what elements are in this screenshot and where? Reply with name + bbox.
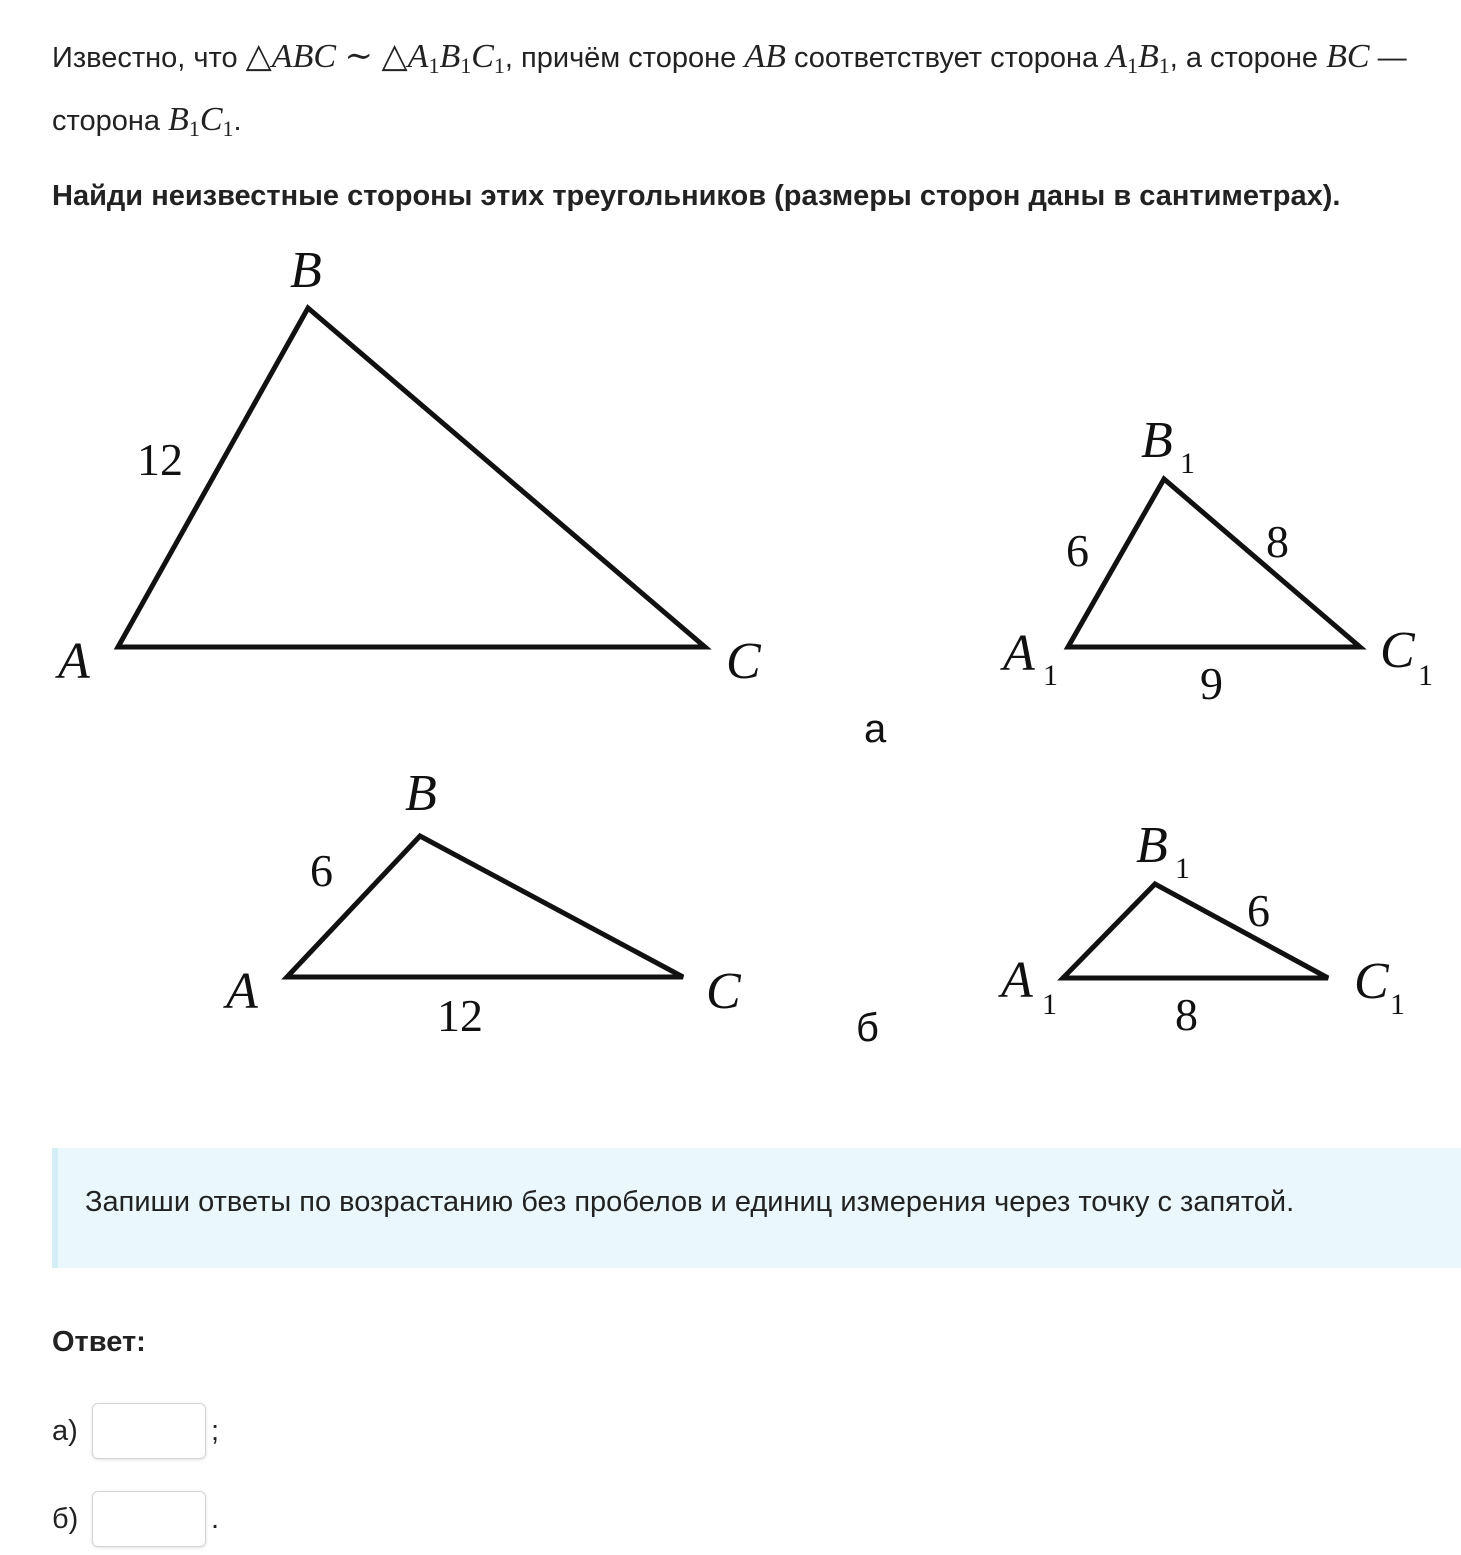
vertex-c1-subscript: 1 bbox=[1390, 988, 1405, 1021]
side-a1c1-length: 8 bbox=[1175, 989, 1198, 1040]
vertex-c1-label: C bbox=[1354, 953, 1389, 1010]
triangle-a1b1c1-a bbox=[1068, 479, 1360, 647]
vertex-b-label: B bbox=[290, 242, 322, 299]
answer-row-a bbox=[52, 1401, 219, 1461]
answer-title: Ответ: bbox=[52, 1326, 146, 1358]
answer-a-prefix: а) bbox=[52, 1414, 78, 1447]
answer-row-b bbox=[52, 1489, 219, 1549]
vertex-a1-label: A bbox=[1001, 952, 1033, 1009]
side-a1b1-length: 6 bbox=[1066, 525, 1089, 576]
vertex-a1-label: A bbox=[1003, 625, 1035, 682]
vertex-c1-label: C bbox=[1380, 622, 1415, 679]
vertex-c-label: C bbox=[726, 633, 761, 690]
side-b1c1-length: 6 bbox=[1247, 885, 1270, 936]
formula-b1c1: $B_1C_1$ bbox=[168, 101, 234, 141]
vertex-c-label: C bbox=[706, 963, 741, 1020]
triangle-abc-a bbox=[118, 308, 705, 647]
vertex-a-label: A bbox=[226, 963, 258, 1020]
formula-a1b1: $A_1B_1$ bbox=[1106, 38, 1170, 78]
formula-similarity: △ABC ∼ $\triangle A_1B_1C_1$ bbox=[245, 38, 505, 78]
vertex-b1-label: B bbox=[1141, 412, 1173, 469]
vertex-b-label: B bbox=[405, 765, 437, 822]
hint-text: Запиши ответы по возрастанию без пробелов и единиц измерения через точку с запятой. bbox=[85, 1186, 1295, 1218]
part-b-label: б bbox=[856, 1006, 879, 1050]
side-ac-length: 12 bbox=[437, 990, 483, 1041]
vertex-b1-subscript: 1 bbox=[1180, 447, 1195, 480]
vertex-a1-subscript: 1 bbox=[1042, 988, 1057, 1021]
answer-b-suffix: . bbox=[211, 1502, 220, 1535]
triangles-figure bbox=[0, 230, 1461, 1060]
side-ab-length: 6 bbox=[310, 845, 333, 896]
answer-b-prefix: б) bbox=[52, 1502, 79, 1535]
answer-a-input[interactable] bbox=[92, 1403, 206, 1459]
vertex-b1-subscript: 1 bbox=[1175, 852, 1190, 885]
vertex-a-label: A bbox=[58, 633, 90, 690]
answer-b-input[interactable] bbox=[92, 1491, 206, 1547]
vertex-b1-label: B bbox=[1136, 817, 1168, 874]
intro-text: Известно, что bbox=[52, 42, 246, 74]
side-a1c1-length: 9 bbox=[1200, 658, 1223, 709]
formula-bc: BC bbox=[1326, 38, 1370, 75]
formula-ab: AB bbox=[744, 38, 786, 75]
vertex-c1-subscript: 1 bbox=[1418, 659, 1433, 692]
task-instruction: Найди неизвестные стороны этих треугольников (размеры сторон даны в сантиметрах). bbox=[52, 180, 1341, 212]
triangle-a1b1c1-b bbox=[1063, 884, 1328, 978]
hint-box bbox=[52, 1148, 1461, 1268]
answer-a-suffix: ; bbox=[211, 1414, 220, 1447]
side-b1c1-length: 8 bbox=[1266, 516, 1289, 567]
vertex-a1-subscript: 1 bbox=[1043, 659, 1058, 692]
part-a-label: а bbox=[864, 707, 887, 751]
side-ab-length: 12 bbox=[137, 434, 183, 485]
problem-statement: Известно, что △ABC ∼ $\triangle A_1B_1C_1$, причём стороне AB соответствует сторона $A_1B_1$, а стороне BC — сторона $B_1C_1$. bbox=[52, 38, 1407, 141]
triangle-abc-b bbox=[287, 836, 683, 977]
